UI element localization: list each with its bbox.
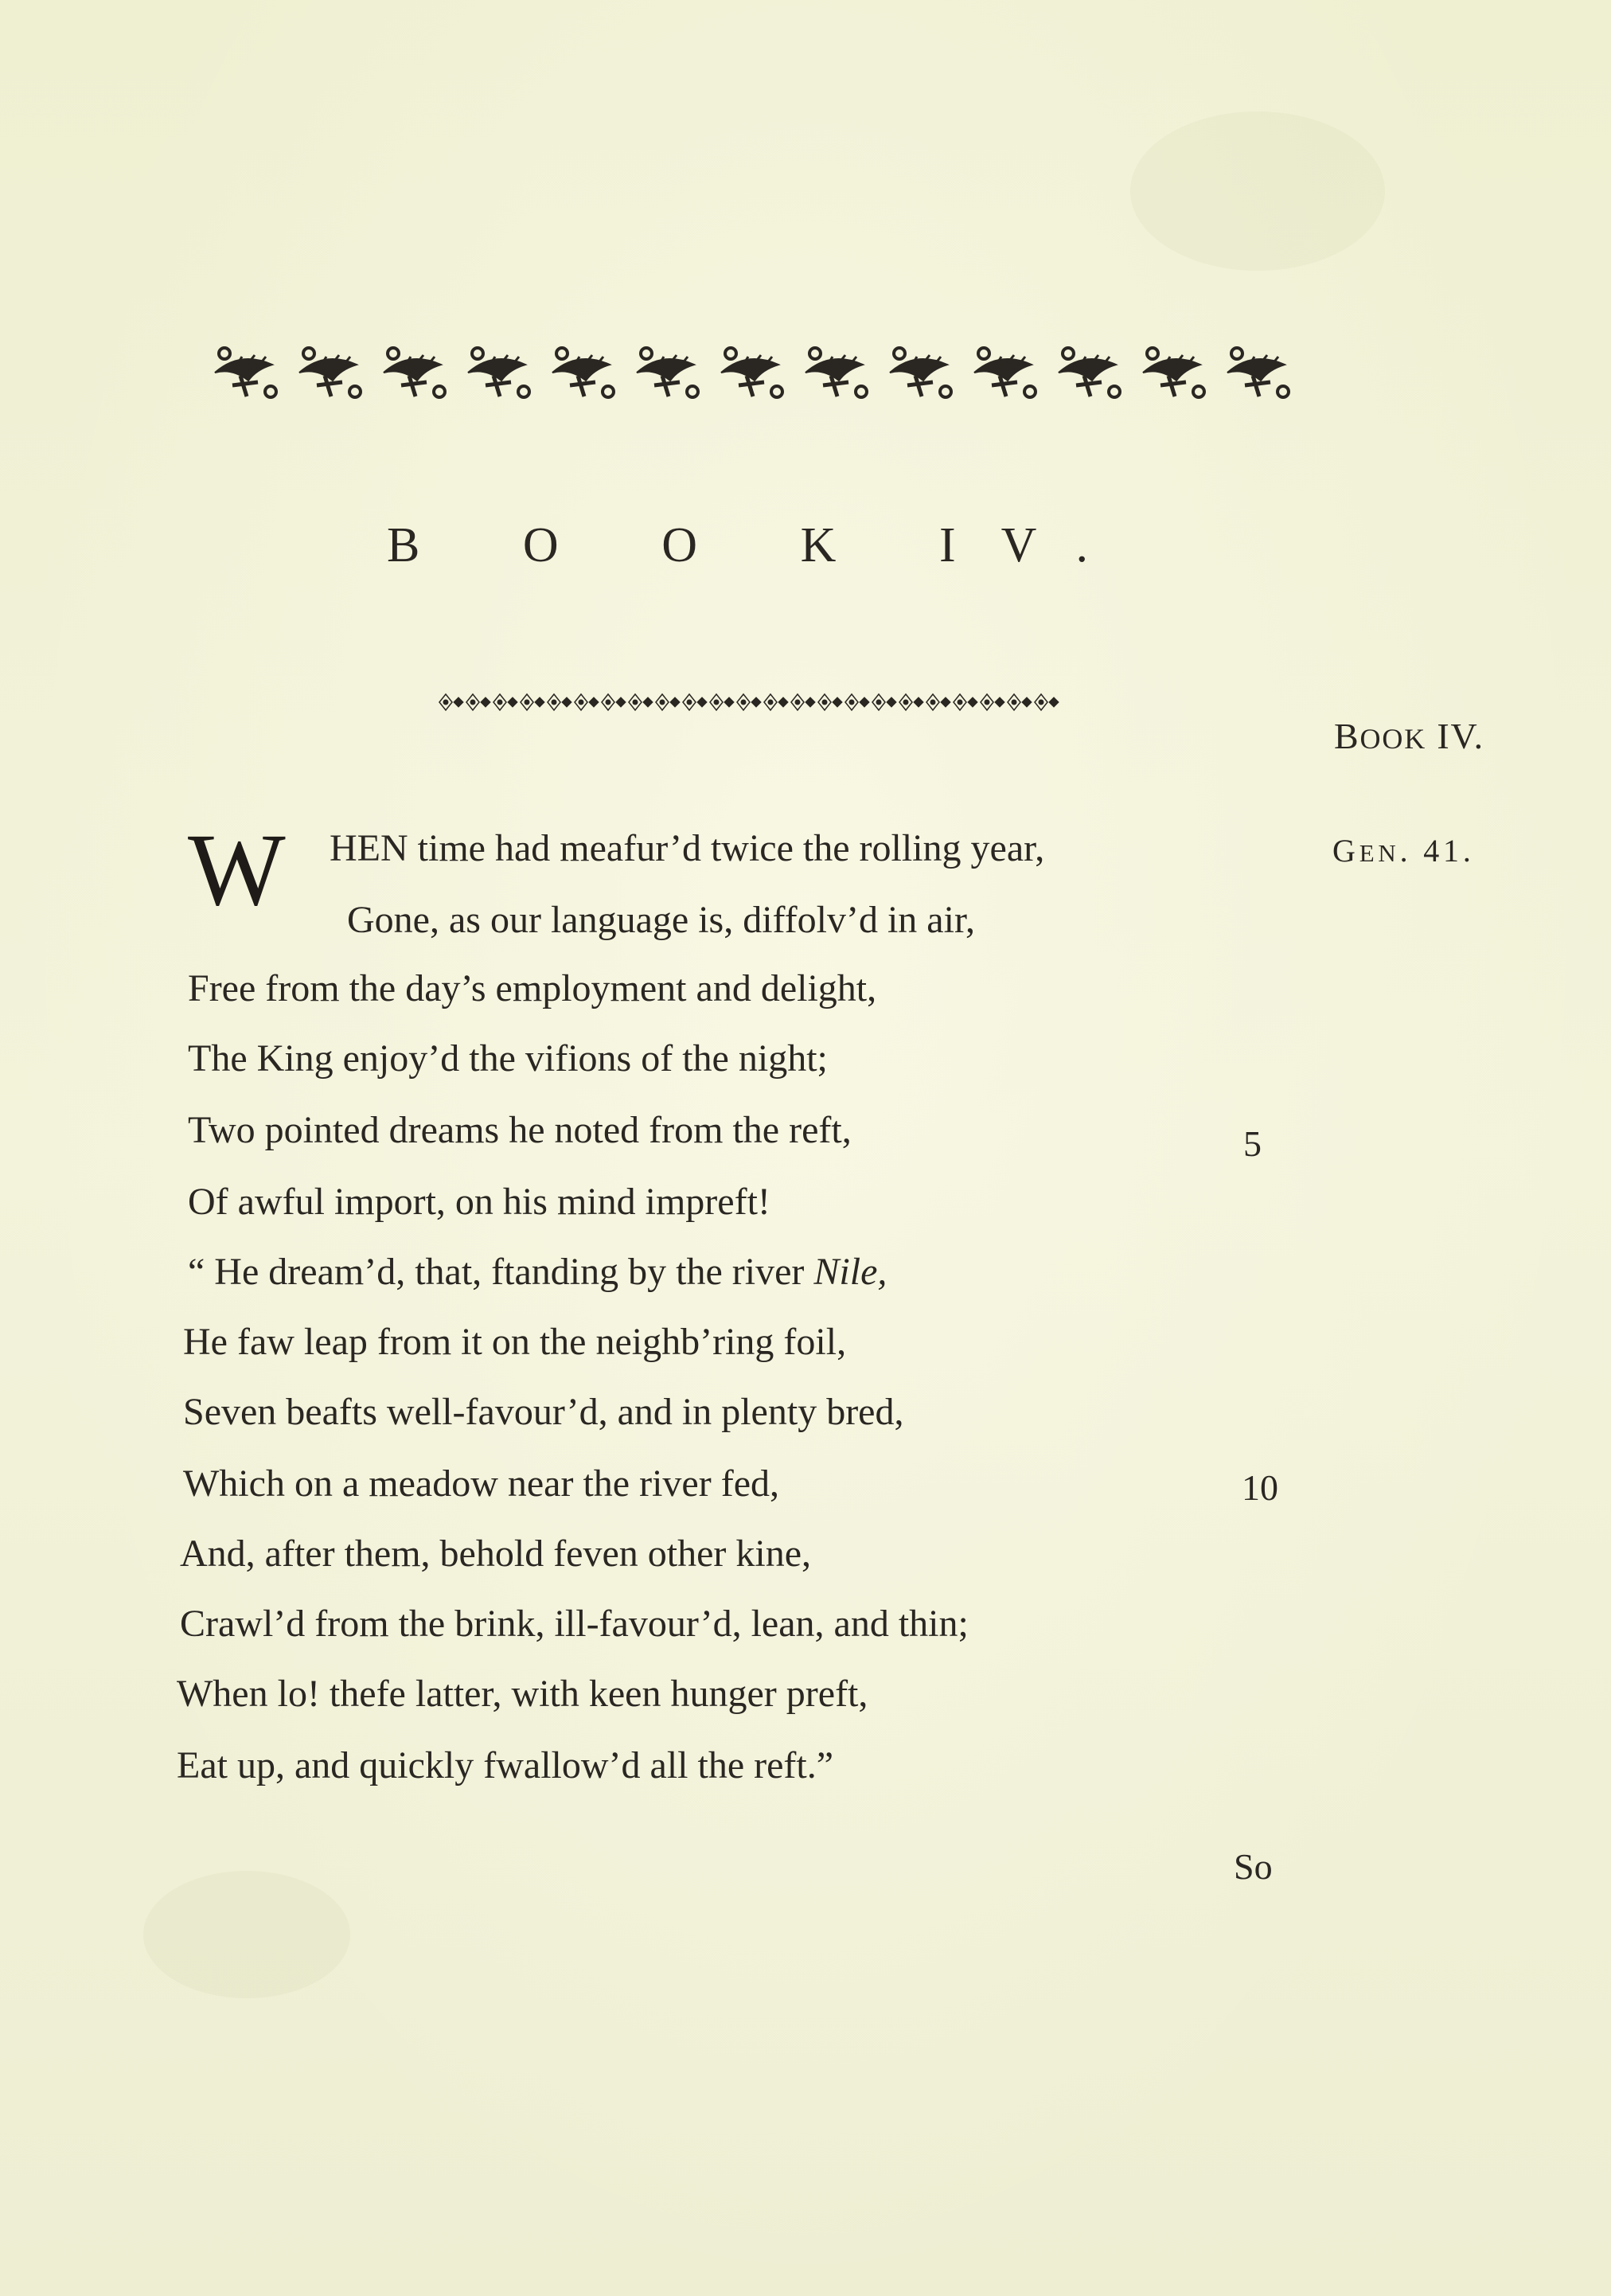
italic-place-name: Nile, (813, 1251, 887, 1293)
verse-line: Two pointed dreams he noted from the reft, (188, 1109, 852, 1151)
verse-line: Of awful import, on his mind impreft! (188, 1181, 770, 1223)
margin-reference-smallcaps: EN (1359, 839, 1400, 867)
verse-line: When lo! thefe latter, with keen hunger preft, (177, 1673, 868, 1715)
catchword: So (1234, 1846, 1273, 1887)
verse-line-text: “ He dream’d, that, ftanding by the river (188, 1251, 814, 1293)
verse-line: Seven beafts well-favour’d, and in plenty bred, (183, 1391, 904, 1433)
verse-line: HEN time had meafur’d twice the rolling year, (330, 827, 1045, 869)
verse-line (188, 1253, 887, 1291)
verse-line: Gone, as our language is, diffolv’d in air, (347, 899, 975, 941)
line-number: 10 (1242, 1467, 1278, 1508)
book-title: B O O K IV. (386, 518, 1134, 572)
running-head-smallcaps: OOK (1359, 723, 1427, 755)
verse-line: Free from the day’s employment and delight, (188, 967, 877, 1009)
line-number: 5 (1243, 1123, 1262, 1164)
verse-line: The King enjoy’d the vifions of the night; (188, 1037, 828, 1080)
verse-line: And, after them, behold feven other kine, (180, 1533, 812, 1575)
paper-stain (143, 1871, 350, 1998)
verse-line: Crawl’d from the brink, ill-favour’d, lean, and thin; (180, 1603, 969, 1645)
verse-line: Which on a meadow near the river fed, (183, 1462, 779, 1505)
running-head (1334, 715, 1484, 757)
floral-ornament-band (209, 341, 1307, 408)
margin-reference (1332, 832, 1475, 869)
drop-cap: W (188, 813, 286, 927)
margin-reference-suffix: . 41. (1399, 833, 1475, 869)
running-head-suffix: IV. (1426, 716, 1485, 756)
verse-line: He faw leap from it on the neighb’ring foil, (183, 1321, 847, 1363)
paper-stain (1130, 111, 1385, 271)
ornamental-rule (436, 691, 1062, 713)
verse-line: Eat up, and quickly fwallow’d all the reft.” (177, 1744, 834, 1786)
margin-reference-initial: G (1332, 833, 1359, 869)
running-head-initial: B (1334, 716, 1360, 756)
